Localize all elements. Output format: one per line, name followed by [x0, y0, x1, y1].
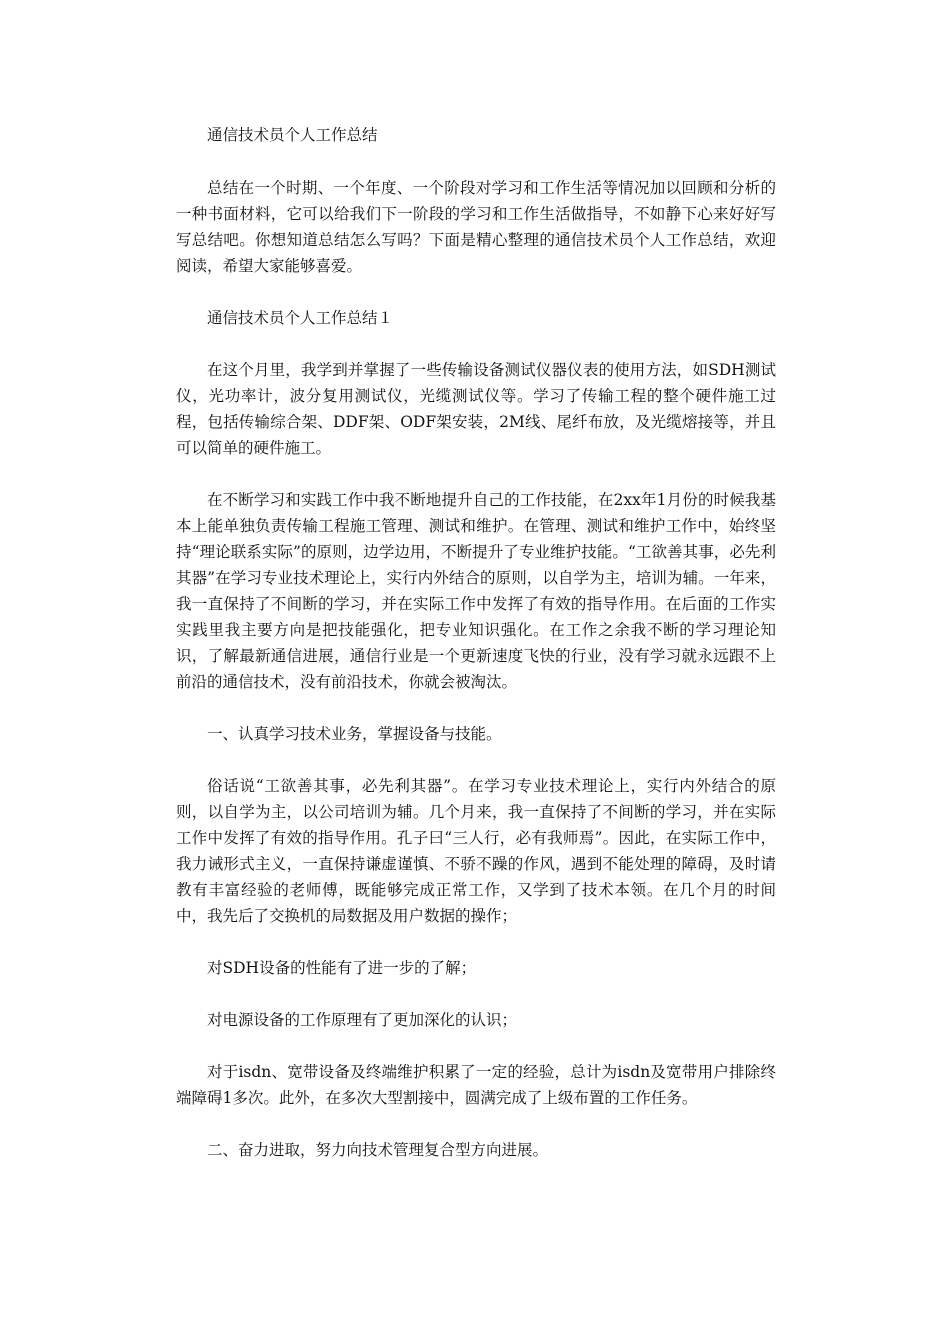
- intro-paragraph: 总结在一个时期、一个年度、一个阶段对学习和工作生活等情况加以回顾和分析的一种书面材料，它可以给我们下一阶段的学习和工作生活做指导，不如静下心来好好写写总结吧。你想知道总结怎么写吗？下面是精心整理的通信技术员个人工作总结，欢迎阅读，希望大家能够喜爱。: [176, 179, 776, 275]
- body-paragraph: 在这个月里，我学到并掌握了一些传输设备测试仪器仪表的使用方法，如SDH测试仪，光功率计，波分复用测试仪，光缆测试仪等。学习了传输工程的整个硬件施工过程，包括传输综合架、DDF架、ODF架安装，2M线、尾纤布放，及光缆熔接等，并且可以简单的硬件施工。: [176, 361, 776, 457]
- subheading-two: 二、奋力进取，努力向技术管理复合型方向进展。: [207, 1141, 549, 1159]
- body-paragraph: 对于isdn、宽带设备及终端维护积累了一定的经验，总计为isdn及宽带用户排除终端障碍1多次。此外，在多次大型割接中，圆满完成了上级布置的工作任务。: [176, 1063, 776, 1107]
- document-body: [176, 122, 776, 1163]
- body-paragraph: 在不断学习和实践工作中我不断地提升自己的工作技能，在2xx年1月份的时候我基本上能单独负责传输工程施工管理、测试和维护。在管理、测试和维护工作中，始终坚持“理论联系实际”的原则，边学边用，不断提升了专业维护技能。“工欲善其事，必先利其器”在学习专业技术理论上，实行内外结合的原则，以自学为主，培训为辅。一年来，我一直保持了不间断的学习，并在实际工作中发挥了有效的指导作用。在后面的工作实实践里我主要方向是把技能强化，把专业知识强化。在工作之余我不断的学习理论知识，了解最新通信进展，通信行业是一个更新速度飞快的行业，没有学习就永远跟不上前沿的通信技术，没有前沿技术，你就会被淘汰。: [176, 491, 776, 691]
- body-paragraph: 对SDH设备的性能有了进一步的了解；: [207, 959, 477, 977]
- section-heading-1: 通信技术员个人工作总结１: [207, 309, 394, 327]
- body-paragraph: 对电源设备的工作原理有了更加深化的认识；: [207, 1011, 518, 1029]
- body-paragraph: 俗话说“工欲善其事，必先利其器”。在学习专业技术理论上，实行内外结合的原则，以自学为主，以公司培训为辅。几个月来，我一直保持了不间断的学习，并在实际工作中发挥了有效的指导作用。孔子曰“三人行，必有我师焉”。因此，在实际工作中，我力诫形式主义，一直保持谦虚谨慎、不骄不躁的作风，遇到不能处理的障碍，及时请教有丰富经验的老师傅，既能够完成正常工作，又学到了技术本领。在几个月的时间中，我先后了交换机的局数据及用户数据的操作；: [176, 777, 776, 925]
- document-title: 通信技术员个人工作总结: [207, 126, 378, 144]
- subheading-one: 一、认真学习技术业务，掌握设备与技能。: [207, 725, 502, 743]
